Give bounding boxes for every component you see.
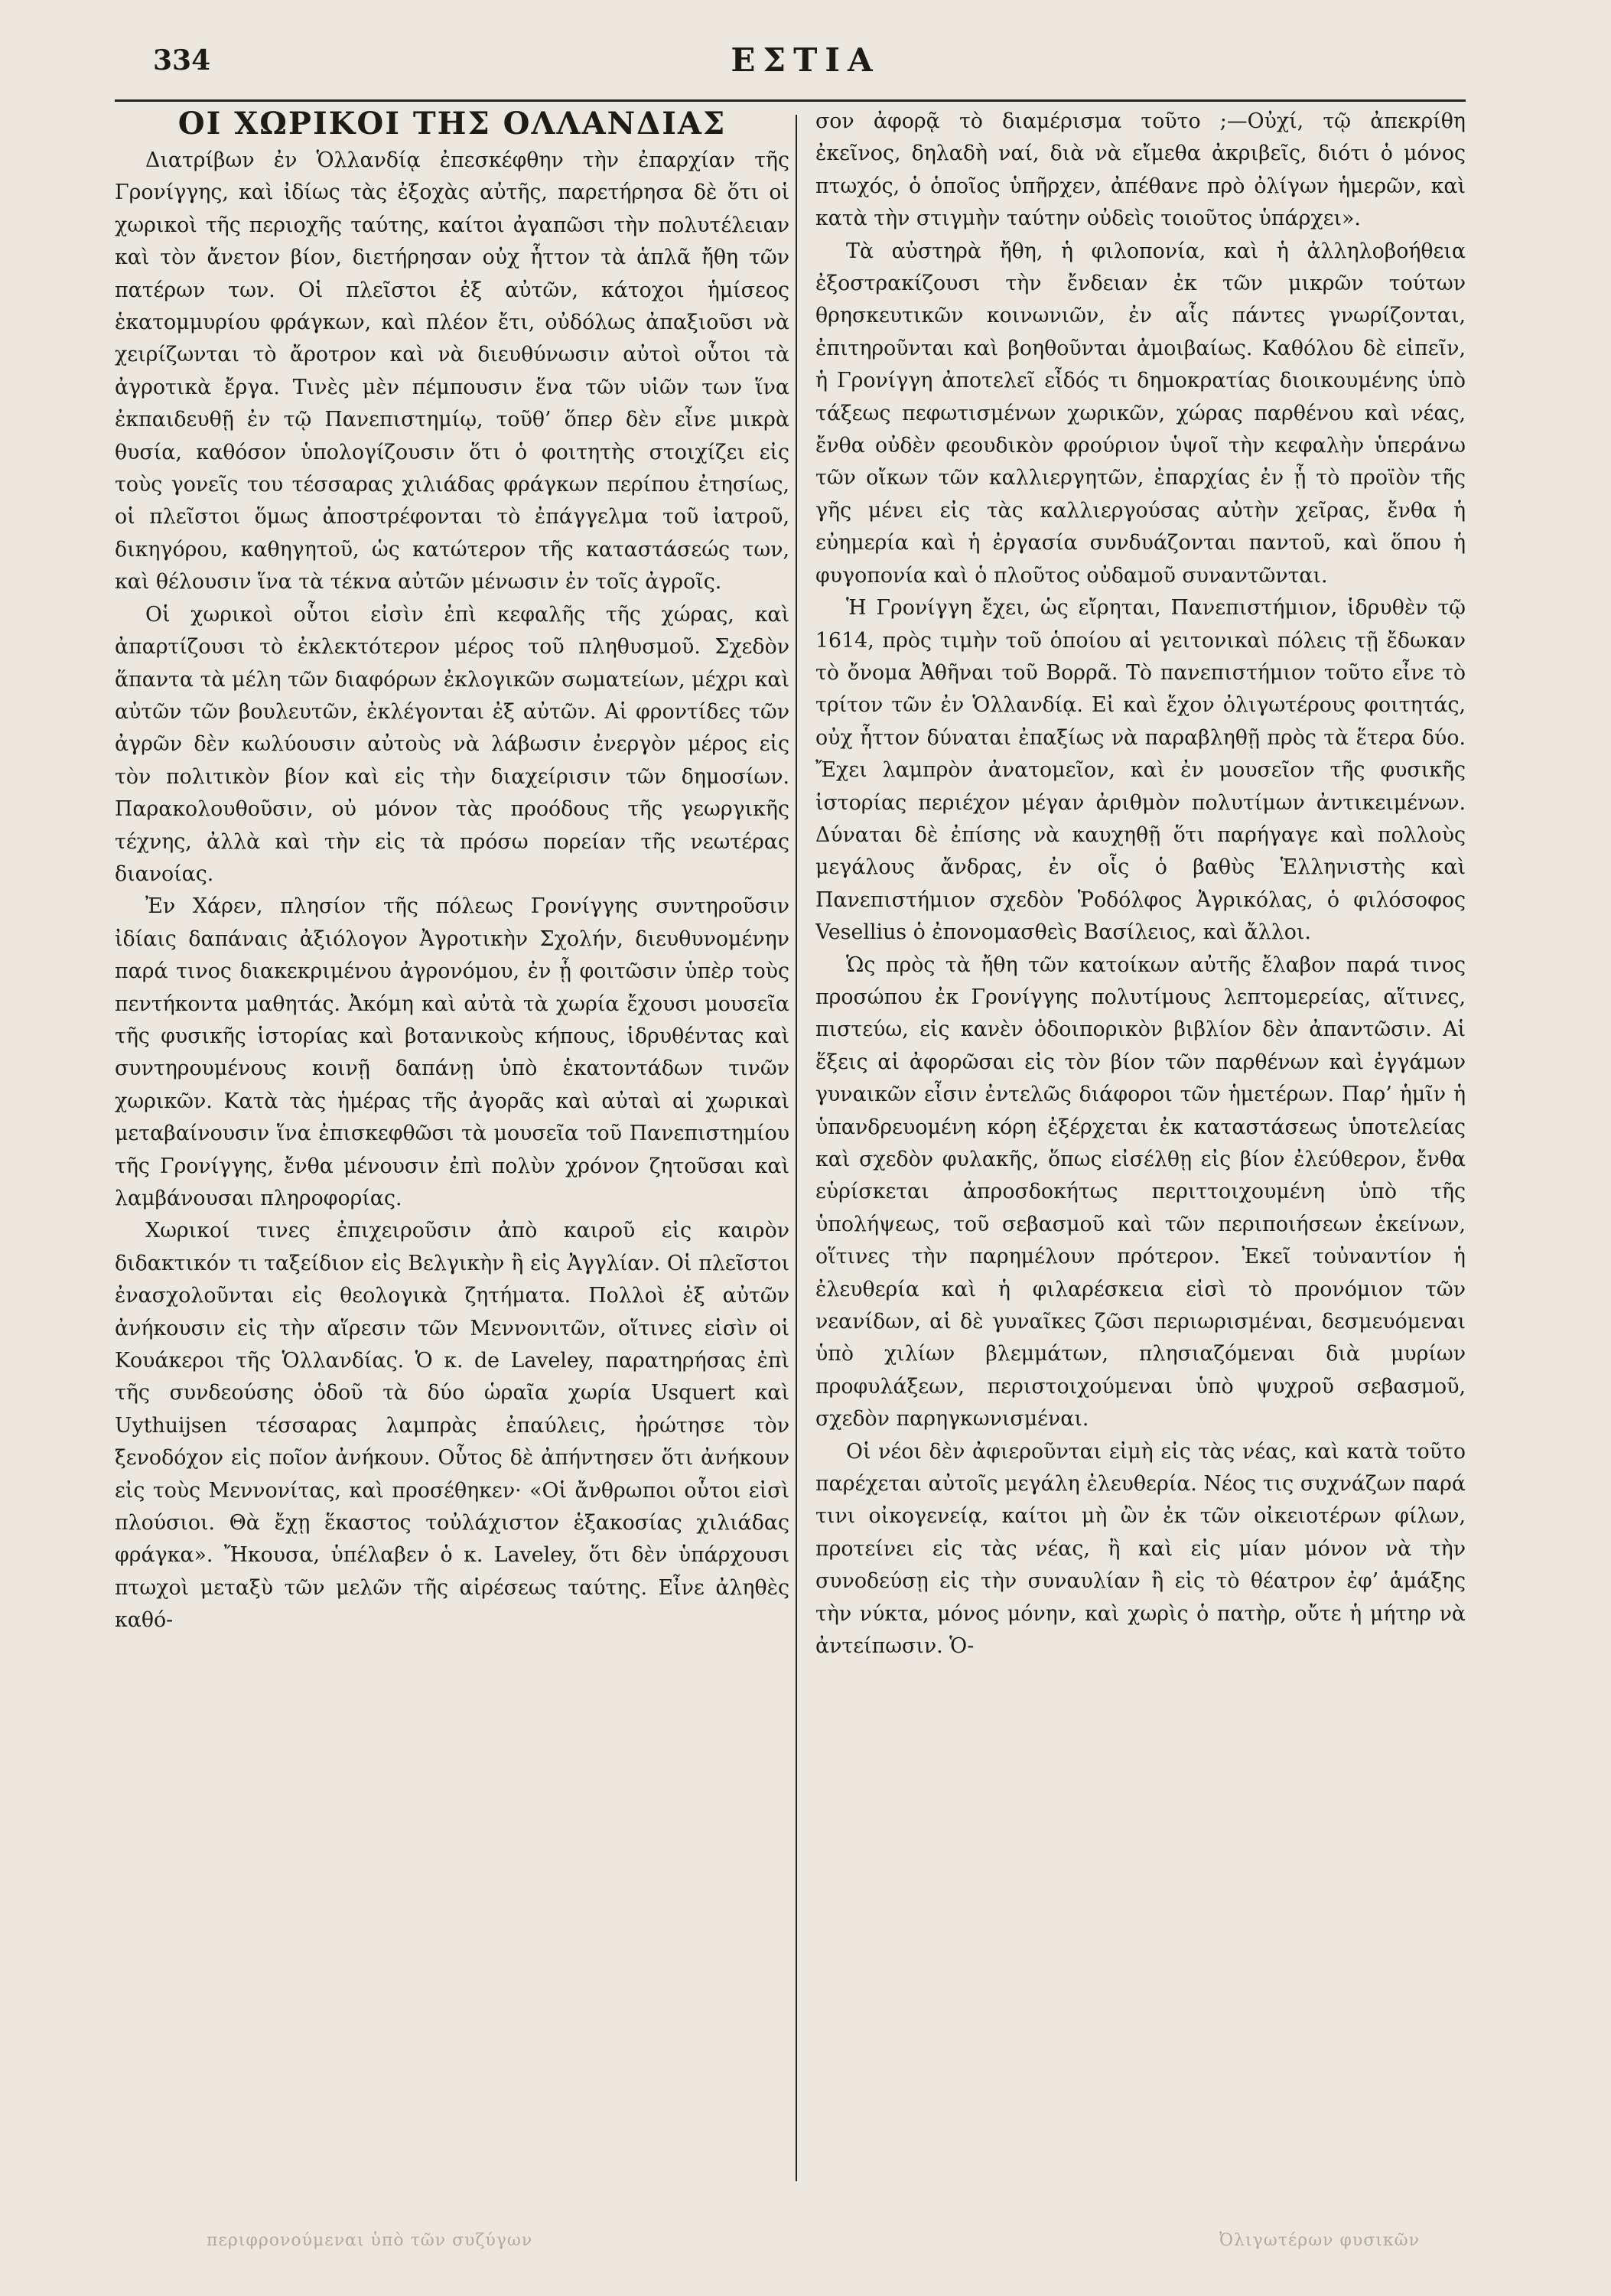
paragraph: Ἐν Χάρεν, πλησίον τῆς πόλεως Γρονίγγης συντηροῦσιν ἰδίαις δαπάναις ἀξιόλογον Ἀγροτικὴν Σχολήν, διευθυνομένην παρά τινος διακεκριμένου ἀγρονόμου, ἐν ᾗ φοιτῶσιν ὑπὲρ τοὺς πεντήκοντα μαθητάς. Ἀκόμη καὶ αὐτὰ τὰ χωρία ἔχουσι μουσεῖα τῆς φυσικῆς ἱστορίας καὶ βοτανικοὺς κήπους, ἱδρυθέντας καὶ συντηρουμένους κοινῇ δαπάνῃ ὑπὸ ἑκατοντάδων τινῶν χωρικῶν. Κατὰ τὰς ἡμέρας τῆς ἀγορᾶς καὶ αὐταὶ αἱ χωρικαὶ μεταβαίνουσιν ἵνα ἐπισκεφθῶσι τὰ μουσεῖα τοῦ Πανεπιστημίου τῆς Γρονίγγης, ἔνθα μένουσιν ἐπὶ πολὺν χρόνον ζητοῦσαι καὶ λαμβάνουσαι πληροφορίας.	[115, 894, 789, 1210]
column-divider	[796, 115, 797, 2181]
bleed-through-left: περιφρονούμεναι ὑπὸ τῶν συζύγων	[207, 2231, 533, 2250]
right-column	[815, 106, 1466, 2197]
paragraph: Οἱ νέοι δὲν ἀφιεροῦνται εἰμὴ εἰς τὰς νέας, καὶ κατὰ τοῦτο παρέχεται αὐτοῖς μεγάλη ἐλευθερία. Νέος τις συχνάζων παρά τινι οἰκογενείᾳ, καίτοι μὴ ὢν ἐκ τῶν οἰκειοτέρων φίλων, προτείνει εἰς τὰς νέας, ἢ καὶ εἰς μίαν μόνον νὰ τὴν συνοδεύσῃ εἰς τὴν συναυλίαν ἢ εἰς τὸ θέατρον ἐφ’ ἁμάξης τὴν νύκτα, μόνος μόνην, καὶ χωρὶς ὁ πατὴρ, οὔτε ἡ μήτηρ νὰ ἀντείπωσιν. Ὁ-	[815, 1439, 1466, 1659]
article-title: ΟΙ ΧΩΡΙΚΟΙ ΤΗΣ ΟΛΛΑΝΔΙΑΣ	[177, 106, 727, 142]
paragraph: Ὡς πρὸς τὰ ἤθη τῶν κατοίκων αὐτῆς ἔλαβον παρά τινος προσώπου ἐκ Γρονίγγης πολυτίμους λεπτομερείας, αἵτινες, πιστεύω, εἰς κανὲν ὁδοιπορικὸν βιβλίον δὲν ἀπαντῶσιν. Αἱ ἕξεις αἱ ἀφορῶσαι εἰς τὸν βίον τῶν παρθένων καὶ ἐγγάμων γυναικῶν εἶσιν ἐντελῶς διάφοροι τῶν ἡμετέρων. Παρ’ ἡμῖν ἡ ὑπανδρευομένη κόρη ἐξέρχεται ἐκ καταστάσεως ὑποτελείας καὶ σχεδὸν φυλακῆς, ὅπως εἰσέλθῃ εἰς βίον ἐλεύθερον, ἔνθα εὑρίσκεται ἀπροσδοκήτως περιττοιχουμένη ὑπὸ τῆς ὑπολήψεως, τοῦ σεβασμοῦ καὶ τῶν περιποιήσεων ἐκείνων, οἵτινες τὴν παρημέλουν πρότερον. Ἐκεῖ τοὐναντίον ἡ ἐλευθερία καὶ ἡ φιλαρέσκεια εἰσὶ τὸ προνόμιον τῶν νεανίδων, αἱ δὲ γυναῖκες ζῶσι περιωρισμέναι, δεσμευόμεναι ὑπὸ χιλίων βλεμμάτων, πλησιαζόμεναι διὰ μυρίων προφυλάξεων, περιστοιχούμεναι ὑπὸ ψυχροῦ σεβασμοῦ, σχεδὸν παρηγκωνισμέναι.	[815, 953, 1466, 1431]
paragraph: Χωρικοί τινες ἐπιχειροῦσιν ἀπὸ καιροῦ εἰς καιρὸν διδακτικόν τι ταξείδιον εἰς Βελγικὴν ἢ εἰς Ἀγγλίαν. Οἱ πλεῖστοι ἐνασχολοῦνται εἰς θεολογικὰ ζητήματα. Πολλοὶ ἐξ αὐτῶν ἀνήκουσιν εἰς τὴν αἵρεσιν τῶν Μεννονιτῶν, οἵτινες εἰσὶν οἱ Κουάκεροι τῆς Ὁλλανδίας. Ὁ κ. de Laveley, παρατηρήσας ἐπὶ τῆς συνδεούσης ὁδοῦ τὰ δύο ὡραῖα χωρία Usquert καὶ Uythuijsen τέσσαρας λαμπρὰς ἐπαύλεις, ἠρώτησε τὸν ξενοδόχον εἰς ποῖον ἀνήκουν. Οὗτος δὲ ἀπήντησεν ὅτι ἀνήκουν εἰς τοὺς Μεννονίτας, καὶ προσέθηκεν· «Οἱ ἄνθρωποι οὗτοι εἰσὶ πλούσιοι. Θὰ ἔχῃ ἕκαστος τοὐλάχιστον ἑξακοσίας χιλιάδας φράγκα». Ἤκουσα, ὑπέλαβεν ὁ κ. Laveley, ὅτι δὲν ὑπάρχουσι πτωχοὶ μεταξὺ τῶν μελῶν τῆς αἱρέσεως ταύτης. Εἶνε ἀληθὲς καθό-	[115, 1219, 789, 1633]
paragraph: Διατρίβων ἐν Ὁλλανδίᾳ ἐπεσκέφθην τὴν ἐπαρχίαν τῆς Γρονίγγης, καὶ ἰδίως τὰς ἐξοχὰς αὐτῆς, παρετήρησα δὲ ὅτι οἱ χωρικοὶ τῆς περιοχῆς ταύτης, καίτοι ἀγαπῶσι τὴν πολυτέλειαν καὶ τὸν ἄνετον βίον, διετήρησαν οὐχ ἧττον τὰ ἁπλᾶ ἤθη τῶν πατέρων των. Οἱ πλεῖστοι ἐξ αὐτῶν, κάτοχοι ἡμίσεος ἑκατομμυρίου φράγκων, καὶ πλέον ἔτι, οὐδόλως ἀπαξιοῦσι νὰ χειρίζωνται τὸ ἄροτρον καὶ νὰ διευθύνωσιν αὐτοὶ οὗτοι τὰ ἀγροτικὰ ἔργα. Τινὲς μὲν πέμπουσιν ἕνα τῶν υἱῶν των ἵνα ἐκπαιδευθῇ ἐν τῷ Πανεπιστημίῳ, τοῦθ’ ὅπερ δὲν εἶνε μικρὰ θυσία, καθόσον ὑπολογίζουσιν ὅτι ὁ φοιτητὴς στοιχίζει εἰς τοὺς γονεῖς του τέσσαρας χιλιάδας φράγκων περίπου ἐτησίως, οἱ πλεῖστοι ὅμως ἀποστρέφονται τὸ ἐπάγγελμα τοῦ ἰατροῦ, δικηγόρου, καθηγητοῦ, ὡς κατώτερον τῆς καταστάσεώς των, καὶ θέλουσιν ἵνα τὰ τέκνα αὐτῶν μένωσιν ἐν τοῖς ἀγροῖς.	[115, 148, 789, 594]
bleed-through-right: Ὀλιγωτέρων φυσικῶν	[1219, 2231, 1420, 2250]
page-header	[153, 38, 1458, 84]
left-column	[115, 106, 789, 2197]
paragraph: Ἡ Γρονίγγη ἔχει, ὡς εἴρηται, Πανεπιστήμιον, ἱδρυθὲν τῷ 1614, πρὸς τιμὴν τοῦ ὁποίου αἱ γειτονικαὶ πόλεις τῇ ἔδωκαν τὸ ὄνομα Ἀθῆναι τοῦ Βορρᾶ. Τὸ πανεπιστήμιον τοῦτο εἶνε τὸ τρίτον τῶν ἐν Ὁλλανδίᾳ. Εἰ καὶ ἔχον ὀλιγωτέρους φοιτητάς, οὐχ ἧττον δύναται ἐπαξίως νὰ παραβληθῇ πρὸς τὰ ἕτερα δύο. Ἔχει λαμπρὸν ἀνατομεῖον, καὶ ἐν μουσεῖον τῆς φυσικῆς ἱστορίας περιέχον μέγαν ἀριθμὸν πολυτίμων ἀντικειμένων. Δύναται δὲ ἐπίσης νὰ καυχηθῇ ὅτι παρήγαγε καὶ πολλοὺς μεγάλους ἄνδρας, ἐν οἷς ὁ βαθὺς Ἑλληνιστὴς καὶ Πανεπιστήμιον σχεδὸν Ῥοδόλφος Ἀγρικόλας, ὁ φιλόσοφος Vesellius ὁ ἐπονομασθεὶς Βασίλειος, καὶ ἄλλοι.	[815, 596, 1466, 945]
bleed-through-text	[207, 2231, 1420, 2262]
paragraph: Τὰ αὐστηρὰ ἤθη, ἡ φιλοπονία, καὶ ἡ ἀλληλοβοήθεια ἐξοστρακίζουσι τὴν ἔνδειαν ἐκ τῶν μικρῶν τούτων θρησκευτικῶν κοινωνιῶν, ἐν αἷς πάντες γνωρίζονται, ἐπιτηροῦνται καὶ βοηθοῦνται ἀμοιβαίως. Καθόλου δὲ εἰπεῖν, ἡ Γρονίγγη ἀποτελεῖ εἶδός τι δημοκρατίας διοικουμένης ὑπὸ τάξεως πεφωτισμένων χωρικῶν, χώρας παρθένου καὶ νέας, ἔνθα οὐδὲν φεουδικὸν φρούριον ὑψοῖ τὴν κεφαλὴν ὑπεράνω τῶν οἴκων τῶν καλλιεργητῶν, ἐπαρχίας ἐν ᾗ τὸ προϊὸν τῆς γῆς μένει εἰς τὰς καλλιεργούσας αὐτὴν χεῖρας, ἔνθα ἡ εὐημερία καὶ ἡ ἐργασία συνδυάζονται παντοῦ, καὶ ὅπου ἡ φυγοπονία καὶ ὁ πλοῦτος οὐδαμοῦ συναντῶνται.	[815, 239, 1466, 588]
header-rule	[115, 99, 1466, 102]
journal-title: ΕΣΤΙΑ	[731, 41, 880, 79]
paragraph: Οἱ χωρικοὶ οὗτοι εἰσὶν ἐπὶ κεφαλῆς τῆς χώρας, καὶ ἀπαρτίζουσι τὸ ἐκλεκτότερον μέρος τοῦ πληθυσμοῦ. Σχεδὸν ἅπαντα τὰ μέλη τῶν διαφόρων ἐκλογικῶν σωματείων, μέχρι καὶ αὐτῶν τῶν βουλευτῶν, ἐκλέγονται ἐξ αὐτῶν. Αἱ φροντίδες τῶν ἀγρῶν δὲν κωλύουσιν αὐτοὺς νὰ λάβωσιν ἐνεργὸν μέρος εἰς τὸν πολιτικὸν βίον καὶ εἰς τὴν διαχείρισιν τῶν δημοσίων. Παρακολουθοῦσιν, οὐ μόνον τὰς προόδους τῆς γεωργικῆς τέχνης, ἀλλὰ καὶ τὴν εἰς τὰ πρόσω πορείαν τῆς νεωτέρας διανοίας.	[115, 602, 789, 886]
paragraph-continuation: σον ἀφορᾷ τὸ διαμέρισμα τοῦτο ;—Οὐχί, τῷ ἀπεκρίθη ἐκεῖνος, δηλαδὴ ναί, διὰ νὰ εἴμεθα ἀκριβεῖς, διότι ὁ μόνος πτωχός, ὁ ὁποῖος ὑπῆρχεν, ἀπέθανε πρὸ ὀλίγων ἡμερῶν, καὶ κατὰ τὴν στιγμὴν ταύτην οὐδεὶς τοιοῦτος ὑπάρχει».	[815, 109, 1466, 231]
page-number: 334	[153, 44, 211, 77]
